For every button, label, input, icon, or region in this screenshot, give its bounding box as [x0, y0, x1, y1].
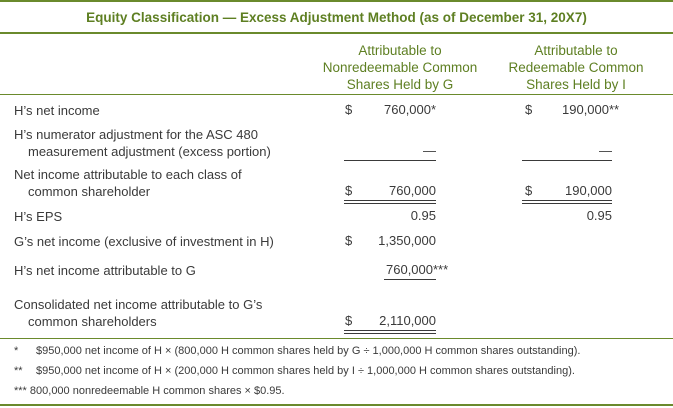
row-eps-i-value: 0.95: [586, 208, 612, 223]
row-net-income-i-value: 190,000**: [562, 102, 620, 117]
footnote-3: [14, 385, 285, 397]
row-g-net-income-dollar: $: [345, 233, 353, 248]
row-numerator-adj-label: [14, 126, 271, 160]
row-numerator-adj-label-line2: measurement adjustment (excess portion): [28, 144, 271, 159]
row-h-attrib-g-underline: [384, 279, 436, 280]
row-numerator-adj-g-value: —: [423, 143, 436, 158]
footnote-rule: [0, 338, 673, 339]
row-numerator-adj-label-line1: H’s numerator adjustment for the ASC 480: [14, 127, 258, 142]
row-ni-attrib-i-value: 190,000: [565, 183, 612, 198]
row-ni-attrib-i-dollar: $: [525, 183, 533, 198]
row-numerator-adj-g-underline: [344, 160, 436, 161]
column-header-g-line2: Nonredeemable Common: [322, 60, 478, 75]
row-ni-attrib-g-value: 760,000: [389, 183, 436, 198]
footnote-3-mark: ***: [14, 385, 27, 397]
row-consolidated-label-line1: Consolidated net income attributable to G’s: [14, 297, 263, 312]
title-bar: [0, 0, 673, 34]
row-ni-attrib-label: [14, 166, 242, 200]
row-numerator-adj-i-value: —: [599, 143, 612, 158]
row-net-income-g-value: 760,000*: [384, 102, 437, 117]
bottom-rule: [0, 404, 673, 406]
footnote-3-text: 800,000 nonredeemable H common shares × $0.95.: [29, 385, 285, 397]
row-consolidated-dollar: $: [345, 313, 353, 328]
row-net-income-i-dollar: $: [525, 102, 533, 117]
row-net-income-g-dollar: $: [345, 102, 353, 117]
column-header-i-line1: Attributable to: [534, 43, 618, 58]
row-eps-label: H’s EPS: [14, 209, 63, 224]
row-h-attrib-g-value: 760,000***: [386, 262, 449, 277]
row-numerator-adj-i-underline: [522, 160, 612, 161]
row-consolidated-double-underline: [344, 330, 436, 334]
row-consolidated-value: 2,110,000: [379, 313, 436, 328]
footnote-2: [14, 365, 575, 377]
row-ni-attrib-label-line1: Net income attributable to each class of: [14, 167, 242, 182]
row-g-net-income-value: 1,350,000: [378, 233, 436, 248]
column-header-g-line1: Attributable to: [358, 43, 442, 58]
column-header-g: [310, 42, 490, 93]
row-ni-attrib-i-double-underline: [522, 200, 612, 204]
row-h-attrib-g-label: H’s net income attributable to G: [14, 263, 196, 278]
footnote-2-text: $950,000 net income of H × (200,000 H common shares held by I ÷ 1,000,000 H common shares outstanding).: [36, 365, 575, 377]
column-header-i: [496, 42, 656, 93]
row-ni-attrib-g-dollar: $: [345, 183, 353, 198]
row-ni-attrib-g-double-underline: [344, 200, 436, 204]
footnote-1: [14, 345, 580, 357]
row-ni-attrib-label-line2: common shareholder: [28, 184, 151, 199]
row-net-income-label: H’s net income: [14, 103, 100, 118]
row-consolidated-label: [14, 296, 262, 330]
row-eps-g-value: 0.95: [410, 208, 436, 223]
row-consolidated-label-line2: common shareholders: [28, 314, 157, 329]
column-header-i-line3: Shares Held by I: [526, 77, 626, 92]
table-title: Equity Classification — Excess Adjustment Method (as of December 31, 20X7): [86, 10, 587, 25]
column-header-g-line3: Shares Held by G: [346, 77, 454, 92]
row-g-net-income-label: G’s net income (exclusive of investment in H): [14, 234, 274, 249]
footnote-2-mark: **: [14, 365, 23, 377]
column-header-i-line2: Redeemable Common: [508, 60, 644, 75]
footnote-1-text: $950,000 net income of H × (800,000 H common shares held by G ÷ 1,000,000 H common shares outstanding).: [36, 345, 581, 357]
header-rule: [0, 94, 673, 95]
footnote-1-mark: *: [14, 345, 19, 357]
